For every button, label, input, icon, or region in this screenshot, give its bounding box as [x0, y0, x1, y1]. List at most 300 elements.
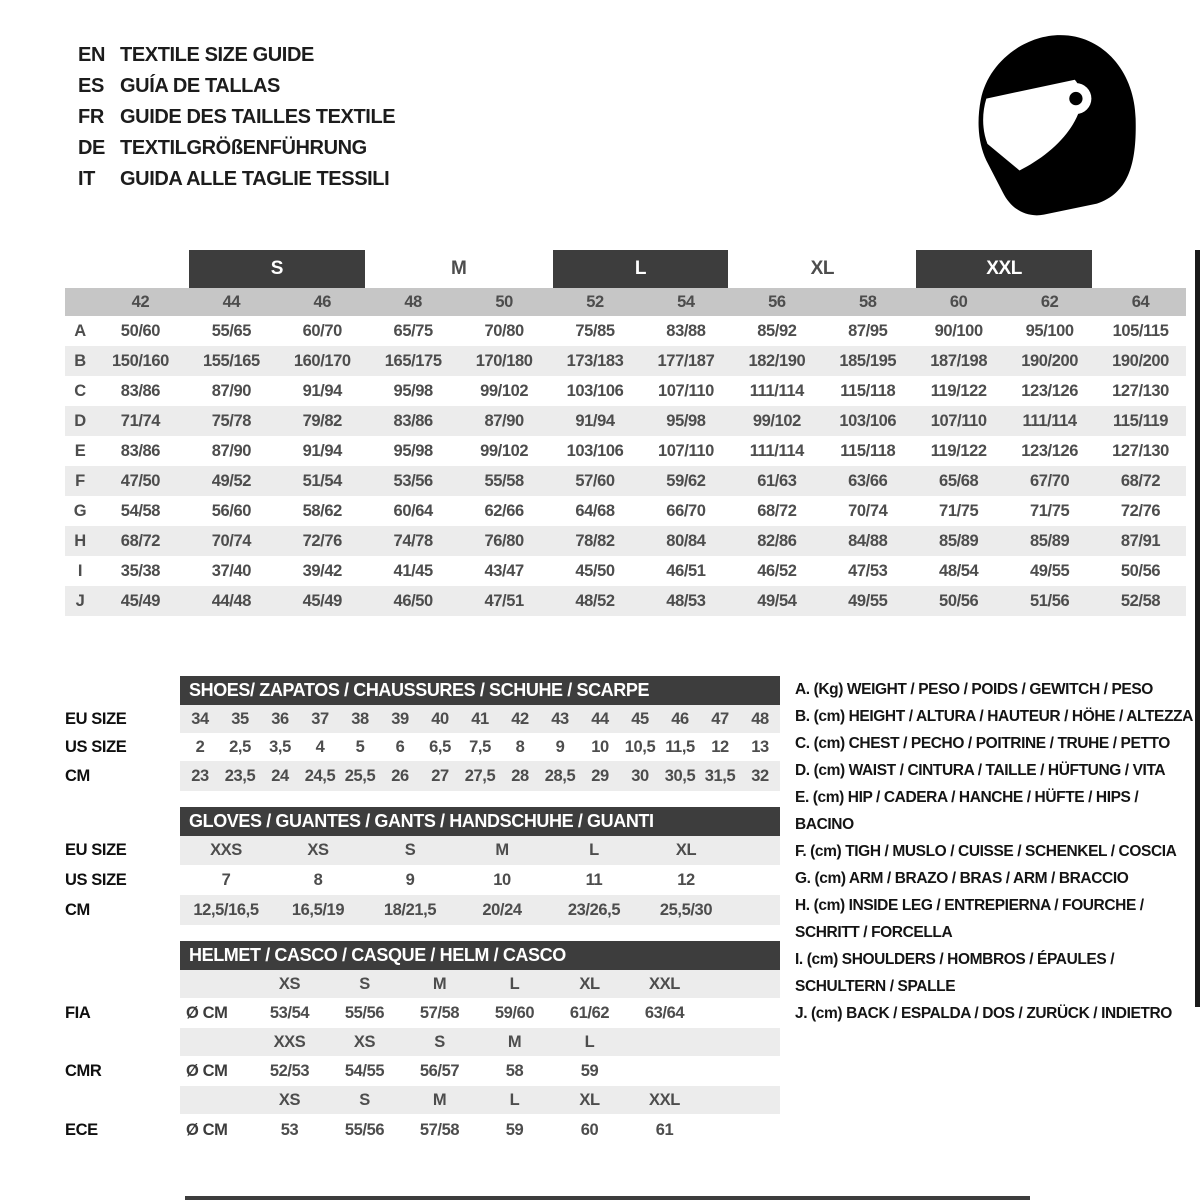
row-band	[180, 705, 780, 733]
measure-cell: 99/102	[480, 381, 529, 400]
measure-cell: 56/60	[211, 501, 252, 520]
legend-item-e: E. (cm) HIP / CADERA / HANCHE / HÜFTE / HIPS / BACINO	[795, 789, 1139, 833]
measure-cell: 84/88	[848, 531, 888, 550]
legend-item-j: J. (cm) BACK / ESPALDA / DOS / ZURÜCK / INDIETRO	[795, 1005, 1172, 1022]
measure-cell: 103/106	[566, 441, 624, 460]
measure-cell: 70/74	[848, 501, 888, 520]
size-cell: XXS	[273, 1032, 306, 1051]
row-label: EU SIZE	[65, 709, 127, 728]
value-cell: 40	[431, 709, 449, 728]
value-cell: 45	[631, 709, 649, 728]
legend-item-b: B. (cm) HEIGHT / ALTURA / HAUTEUR / HÖHE / ALTEZZA	[795, 708, 1193, 725]
value-cell: 24,5	[304, 766, 336, 785]
value-cell: XL	[675, 841, 697, 859]
col-header: 48	[404, 292, 422, 311]
col-header: 58	[859, 292, 877, 311]
value-cell: 48	[751, 709, 769, 728]
measure-cell: 43/47	[484, 561, 524, 580]
size-band-xxl: XXL	[916, 250, 1092, 288]
value-cell: 10	[493, 870, 511, 889]
row-letter: B	[74, 351, 86, 370]
size-band-s: S	[189, 250, 365, 288]
value-cell: 4	[315, 737, 325, 756]
value-cell: 60	[580, 1120, 599, 1139]
corner-cell	[65, 288, 95, 316]
measure-cell: 48/52	[575, 591, 615, 610]
row-band	[180, 970, 780, 998]
main-size-table	[65, 250, 1186, 616]
measure-cell: 70/74	[211, 531, 252, 550]
title-block	[78, 40, 395, 195]
measure-cell: 51/54	[302, 471, 342, 490]
measure-cell: 74/78	[393, 531, 433, 550]
guide-title: TEXTILGRÖßENFÜHRUNG	[120, 137, 367, 159]
measure-cell: 46/52	[757, 561, 797, 580]
title-row-es	[78, 71, 395, 102]
sub-row	[65, 865, 780, 895]
legend-item-f: F. (cm) TIGH / MUSLO / CUISSE / SCHENKEL / COSCIA	[795, 843, 1177, 860]
language-code: ES	[78, 75, 104, 97]
measure-cell: 41/45	[393, 561, 433, 580]
measure-cell: 53/56	[393, 471, 433, 490]
measure-row-b	[65, 346, 1186, 376]
measure-cell: 75/85	[575, 321, 615, 340]
col-header: 50	[495, 292, 513, 311]
gloves-table	[65, 836, 780, 925]
size-cell: XL	[579, 1090, 600, 1109]
main-size-band	[65, 250, 1186, 288]
measure-cell: 71/75	[939, 501, 979, 520]
shoes-header-bar: SHOES/ ZAPATOS / CHAUSSURES / SCHUHE / SCARPE	[180, 676, 780, 705]
measure-cell: 91/94	[575, 411, 615, 430]
value-cell: 23	[191, 766, 209, 785]
row-band	[180, 895, 780, 925]
measure-cell: 83/88	[666, 321, 706, 340]
measure-cell: 90/100	[934, 321, 983, 340]
measure-cell: 46/51	[666, 561, 706, 580]
size-cell: M	[507, 1032, 522, 1051]
measure-cell: 45/49	[302, 591, 342, 610]
measure-cell: 48/54	[939, 561, 979, 580]
legend-item-c: C. (cm) CHEST / PECHO / POITRINE / TRUHE / PETTO	[795, 735, 1170, 752]
title-row-en	[78, 40, 395, 71]
shoes-table	[65, 705, 780, 791]
size-cell: XXL	[649, 974, 680, 993]
col-header: 60	[949, 292, 968, 311]
value-cell: 54/55	[344, 1061, 385, 1080]
row-band	[180, 1028, 780, 1056]
measure-cell: 55/58	[484, 471, 524, 490]
value-cell: 59	[580, 1061, 599, 1080]
measure-cell: 85/92	[757, 321, 797, 340]
measure-cell: 111/114	[749, 381, 804, 400]
helmet-header-bar: HELMET / CASCO / CASQUE / HELM / CASCO	[180, 941, 780, 970]
measure-cell: 60/70	[302, 321, 342, 340]
measure-cell: 79/82	[302, 411, 342, 430]
value-cell: 31,5	[704, 766, 736, 785]
measure-cell: 64/68	[575, 501, 615, 520]
row-label: US SIZE	[65, 737, 127, 756]
measure-cell: 68/72	[120, 531, 161, 550]
value-cell: 30	[631, 766, 649, 785]
row-band	[180, 1056, 780, 1086]
measure-cell: 85/89	[1029, 531, 1070, 550]
size-cell: L	[584, 1032, 595, 1051]
row-label: US SIZE	[65, 870, 127, 889]
measure-cell: 95/98	[393, 441, 433, 460]
size-cell: XS	[278, 1090, 301, 1109]
measure-cell: 63/66	[848, 471, 888, 490]
size-cell: S	[359, 1090, 370, 1109]
measure-cell: 61/63	[757, 471, 797, 490]
measure-cell: 49/55	[1029, 561, 1070, 580]
value-cell: 57/58	[419, 1120, 460, 1139]
value-cell: 32	[751, 766, 769, 785]
measure-cell: 115/119	[1113, 411, 1169, 430]
col-header: 46	[313, 292, 332, 311]
measure-cell: 39/42	[302, 561, 342, 580]
measure-cell: 111/114	[749, 441, 804, 460]
value-cell: 29	[591, 766, 609, 785]
value-cell: 26	[391, 766, 409, 785]
size-cell: XS	[278, 974, 301, 993]
value-cell: 37	[311, 709, 329, 728]
value-cell: 27	[431, 766, 449, 785]
measure-cell: 115/118	[840, 381, 896, 400]
col-header: 44	[222, 292, 241, 311]
value-cell: 12	[711, 737, 729, 756]
value-cell: 34	[191, 709, 209, 728]
measure-cell: 127/130	[1112, 441, 1169, 460]
measure-cell: 78/82	[575, 531, 615, 550]
helmet-size-row-cmr	[65, 1028, 780, 1056]
row-label	[65, 1028, 180, 1056]
value-cell: 20/24	[482, 900, 522, 919]
value-cell: 16,5/19	[291, 900, 345, 919]
legend-item-g: G. (cm) ARM / BRAZO / BRAS / ARM / BRACCIO	[795, 870, 1129, 887]
measure-cell: 119/122	[930, 441, 987, 460]
measure-cell: 71/74	[120, 411, 161, 430]
measure-cell: 68/72	[757, 501, 797, 520]
value-cell: 8	[313, 870, 323, 889]
measure-cell: 103/106	[839, 411, 897, 430]
value-cell: 24	[271, 766, 289, 785]
col-header: 62	[1040, 292, 1059, 311]
value-cell: 61/62	[569, 1003, 610, 1022]
col-header: 42	[131, 292, 150, 311]
sub-tables	[65, 676, 780, 1146]
measure-row-i	[65, 556, 1186, 586]
value-cell: 5	[355, 737, 365, 756]
sub-row	[65, 998, 780, 1028]
value-cell: 38	[351, 709, 369, 728]
value-cell: 36	[271, 709, 289, 728]
value-cell: 55/56	[344, 1120, 385, 1139]
value-cell: 56/57	[419, 1061, 460, 1080]
measure-cell: 70/80	[484, 321, 524, 340]
measure-cell: 72/76	[302, 531, 342, 550]
value-cell: 30,5	[664, 766, 696, 785]
helmet-icon	[972, 30, 1140, 218]
legend-item-i: I. (cm) SHOULDERS / HOMBROS / ÉPAULES / SCHULTERN / SPALLE	[795, 951, 1115, 995]
value-cell: 8	[515, 737, 525, 756]
row-label: FIA	[65, 1003, 91, 1022]
measure-cell: 115/118	[840, 441, 896, 460]
row-letter: D	[74, 411, 86, 430]
value-cell: 2	[195, 737, 205, 756]
value-cell: XXS	[210, 841, 242, 859]
sub-row	[65, 733, 780, 761]
measure-cell: 68/72	[1120, 471, 1161, 490]
measure-cell: 95/98	[393, 381, 433, 400]
title-row-it	[78, 164, 395, 195]
measure-cell: 107/110	[657, 381, 714, 400]
legend-item-h: H. (cm) INSIDE LEG / ENTREPIERNA / FOURCHE / SCHRITT / FORCELLA	[795, 897, 1144, 941]
unit-label: Ø CM	[186, 1061, 228, 1080]
measure-cell: 76/80	[484, 531, 524, 550]
measure-cell: 52/58	[1120, 591, 1161, 610]
guide-title: GUÍA DE TALLAS	[120, 75, 280, 97]
helmet-size-row-ece	[65, 1086, 780, 1114]
measure-cell: 91/94	[302, 381, 342, 400]
col-header: 56	[768, 292, 786, 311]
col-header: 64	[1131, 292, 1150, 311]
sub-row	[65, 761, 780, 791]
measure-cell: 65/75	[393, 321, 433, 340]
row-label: CMR	[65, 1061, 102, 1080]
value-cell: 53/54	[269, 1003, 310, 1022]
measure-cell: 83/86	[120, 381, 161, 400]
measure-cell: 185/195	[839, 351, 897, 370]
measure-cell: 160/170	[293, 351, 351, 370]
measure-cell: 107/110	[657, 441, 714, 460]
value-cell: 7,5	[469, 737, 491, 756]
value-cell: 61	[655, 1120, 674, 1139]
measure-cell: 80/84	[666, 531, 706, 550]
measure-cell: 111/114	[1022, 411, 1077, 430]
measure-cell: 182/190	[748, 351, 806, 370]
value-cell: 35	[231, 709, 249, 728]
measure-cell: 66/70	[666, 501, 706, 520]
size-cell: L	[509, 974, 520, 993]
value-cell: 11	[585, 870, 603, 889]
row-label: CM	[65, 766, 90, 785]
unit-label: Ø CM	[186, 1003, 228, 1022]
measure-cell: 37/40	[211, 561, 252, 580]
size-band-l: L	[553, 250, 729, 288]
measure-cell: 170/180	[475, 351, 533, 370]
measure-cell: 49/55	[848, 591, 888, 610]
right-edge-bar	[1195, 250, 1200, 1007]
value-cell: 46	[671, 709, 689, 728]
value-cell: 41	[471, 709, 489, 728]
measure-cell: 83/86	[120, 441, 161, 460]
value-cell: 23,5	[224, 766, 256, 785]
measure-cell: 87/95	[848, 321, 888, 340]
sub-row	[65, 836, 780, 865]
size-cell: M	[432, 1090, 447, 1109]
value-cell: 55/56	[344, 1003, 385, 1022]
measure-cell: 155/165	[202, 351, 260, 370]
row-band	[180, 836, 780, 865]
measure-cell: 190/200	[1112, 351, 1169, 370]
value-cell: L	[589, 841, 599, 859]
value-cell: 42	[511, 709, 529, 728]
value-cell: 53	[280, 1120, 299, 1139]
row-letter: A	[74, 321, 86, 340]
value-cell: 28,5	[544, 766, 576, 785]
value-cell: 47	[711, 709, 729, 728]
measure-cell: 62/66	[484, 501, 524, 520]
value-cell: 7	[221, 870, 231, 889]
sub-row	[65, 1114, 780, 1146]
measure-row-h	[65, 526, 1186, 556]
measure-cell: 59/62	[666, 471, 706, 490]
measure-cell: 48/53	[666, 591, 706, 610]
value-cell: 12,5/16,5	[193, 900, 259, 919]
value-cell: 25,5/30	[659, 900, 713, 919]
value-cell: 3,5	[269, 737, 291, 756]
measure-cell: 87/91	[1120, 531, 1161, 550]
value-cell: 18/21,5	[383, 900, 437, 919]
size-cell: S	[434, 1032, 445, 1051]
main-size-rows	[65, 316, 1186, 616]
row-band	[180, 733, 780, 761]
row-band	[180, 761, 780, 791]
measure-cell: 107/110	[930, 411, 987, 430]
measure-cell: 55/65	[211, 321, 252, 340]
measure-cell: 67/70	[1029, 471, 1070, 490]
measure-cell: 173/183	[566, 351, 624, 370]
row-band	[180, 865, 780, 895]
gloves-header-bar: GLOVES / GUANTES / GANTS / HANDSCHUHE / GUANTI	[180, 807, 780, 836]
value-cell: 2,5	[229, 737, 251, 756]
unit-label: Ø CM	[186, 1120, 228, 1139]
value-cell: 63/64	[644, 1003, 685, 1022]
measure-cell: 65/68	[939, 471, 979, 490]
measure-cell: 177/187	[657, 351, 715, 370]
bottom-edge-bar	[185, 1196, 1030, 1200]
row-letter: C	[74, 381, 86, 400]
measure-cell: 58/62	[302, 501, 342, 520]
value-cell: 44	[591, 709, 609, 728]
measure-cell: 49/52	[211, 471, 252, 490]
measure-cell: 47/51	[484, 591, 524, 610]
measure-cell: 51/56	[1029, 591, 1070, 610]
row-letter: E	[74, 441, 86, 460]
value-cell: 6,5	[429, 737, 451, 756]
row-band	[180, 998, 780, 1028]
language-code: IT	[78, 168, 95, 190]
measure-row-e	[65, 436, 1186, 466]
value-cell: 9	[405, 870, 415, 889]
value-cell: 28	[511, 766, 529, 785]
value-cell: M	[495, 841, 509, 859]
measure-cell: 87/90	[211, 441, 252, 460]
measure-row-j	[65, 586, 1186, 616]
sub-row	[65, 895, 780, 925]
row-letter: F	[75, 471, 85, 490]
measure-cell: 99/102	[480, 441, 529, 460]
measure-row-d	[65, 406, 1186, 436]
measure-cell: 187/198	[930, 351, 988, 370]
value-cell: 58	[505, 1061, 524, 1080]
size-cell: M	[432, 974, 447, 993]
value-cell: 27,5	[464, 766, 496, 785]
measure-cell: 46/50	[393, 591, 433, 610]
measure-cell: 85/89	[939, 531, 979, 550]
measure-row-f	[65, 466, 1186, 496]
measure-cell: 60/64	[393, 501, 433, 520]
size-cell: XS	[353, 1032, 376, 1051]
row-label	[65, 970, 180, 998]
title-row-de	[78, 133, 395, 164]
size-band-m: M	[450, 258, 467, 279]
measure-cell: 105/115	[1112, 321, 1169, 340]
size-cell: XXL	[649, 1090, 680, 1109]
row-label: CM	[65, 900, 90, 919]
language-code: EN	[78, 44, 105, 66]
measure-cell: 45/49	[120, 591, 161, 610]
value-cell: 6	[395, 737, 405, 756]
measure-cell: 95/98	[666, 411, 706, 430]
row-letter: J	[75, 591, 85, 610]
value-cell: XS	[307, 841, 329, 859]
guide-title: GUIDA ALLE TAGLIE TESSILI	[120, 168, 390, 190]
legend-item-d: D. (cm) WAIST / CINTURA / TAILLE / HÜFTUNG / VITA	[795, 762, 1166, 779]
guide-title: TEXTILE SIZE GUIDE	[120, 44, 314, 66]
value-cell: 11,5	[665, 737, 695, 756]
size-cell: XL	[579, 974, 600, 993]
measure-cell: 75/78	[211, 411, 252, 430]
value-cell: 13	[751, 737, 769, 756]
row-letter: H	[74, 531, 86, 550]
row-band	[180, 1086, 780, 1114]
size-cell: L	[509, 1090, 520, 1109]
row-letter: G	[73, 501, 87, 520]
value-cell: 52/53	[269, 1061, 310, 1080]
measure-cell: 47/50	[120, 471, 161, 490]
measure-row-a	[65, 316, 1186, 346]
language-code: FR	[78, 106, 104, 128]
row-band	[180, 1114, 780, 1146]
legend-item-a: A. (Kg) WEIGHT / PESO / POIDS / GEWITCH / PESO	[795, 681, 1153, 698]
measure-cell: 45/50	[575, 561, 615, 580]
measure-cell: 119/122	[930, 381, 987, 400]
size-band-xl: XL	[810, 258, 835, 279]
sub-row	[65, 1056, 780, 1086]
row-label: EU SIZE	[65, 841, 127, 859]
value-cell: 39	[391, 709, 409, 728]
measure-cell: 44/48	[211, 591, 252, 610]
value-cell: 43	[551, 709, 569, 728]
guide-title: GUIDE DES TAILLES TEXTILE	[120, 106, 396, 128]
measure-cell: 54/58	[120, 501, 161, 520]
value-cell: 25,5	[344, 766, 376, 785]
measure-cell: 49/54	[757, 591, 797, 610]
measure-cell: 83/86	[393, 411, 433, 430]
value-cell: 10	[591, 737, 609, 756]
row-label	[65, 1086, 180, 1114]
measurement-legend	[795, 676, 1200, 1027]
measure-cell: 50/56	[939, 591, 979, 610]
col-header: 54	[677, 292, 695, 311]
measure-cell: 71/75	[1029, 501, 1070, 520]
value-cell: 9	[555, 737, 565, 756]
measure-cell: 35/38	[120, 561, 161, 580]
value-cell: 12	[677, 870, 695, 889]
measure-cell: 123/126	[1021, 441, 1079, 460]
